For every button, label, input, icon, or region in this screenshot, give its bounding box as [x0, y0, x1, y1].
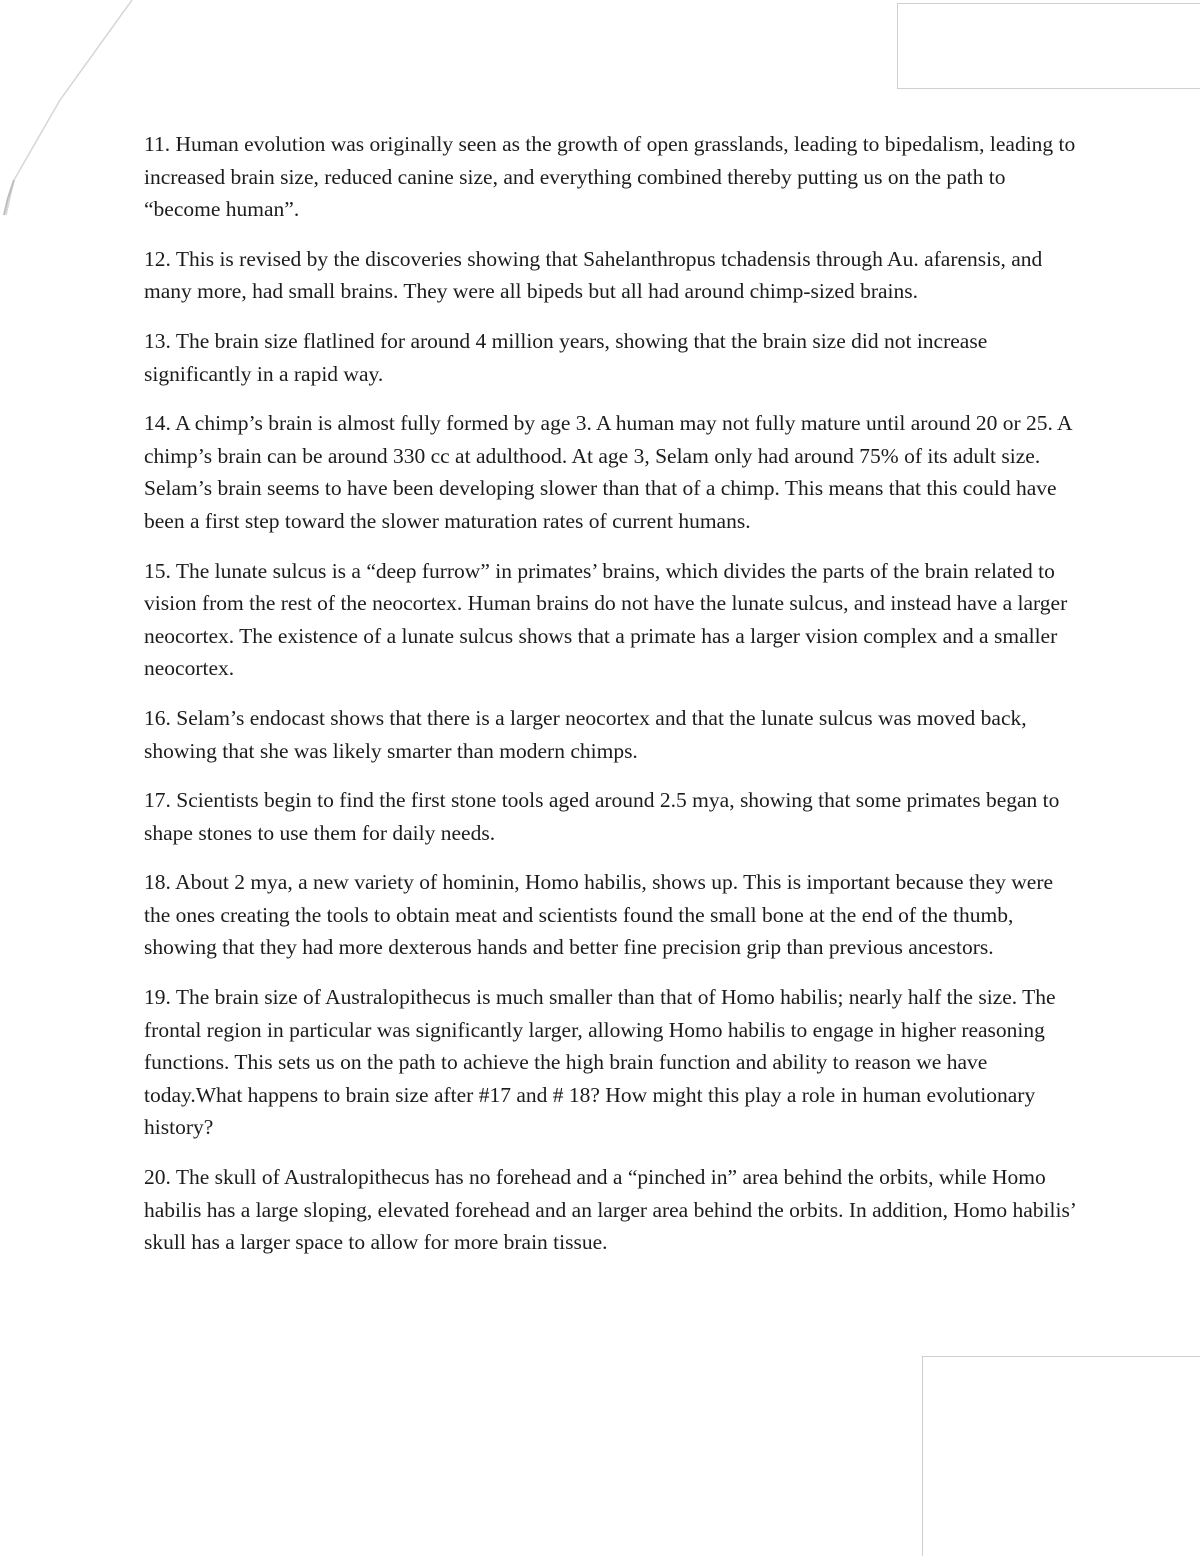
paragraph-15: 15. The lunate sulcus is a “deep furrow” in primates’ brains, which divides the parts of the brain related to vision from the rest of the neocortex. Human brains do not have the lunate sulcus, and instead have a larger neocortex. The existence of a lunate sulcus shows that a primate has a larger vision complex and a smaller neocortex. [144, 558, 1068, 681]
paragraph-14: 14. A chimp’s brain is almost fully formed by age 3. A human may not fully mature until around 20 or 25. A chimp’s brain can be around 330 cc at adulthood. At age 3, Selam only had around 75% of its adult size. Selam’s brain seems to have been developing slower than that of a chimp. This means that this could have been a first step toward the slower maturation rates of current humans. [144, 411, 1072, 533]
paragraph-17: 17. Scientists begin to find the first stone tools aged around 2.5 mya, showing that some primates began to shape stones to use them for daily needs. [144, 788, 1060, 845]
paragraph-19: 19. The brain size of Australopithecus is much smaller than that of Homo habilis; nearly half the size. The frontal region in particular was significantly larger, allowing Homo habilis to engage in higher reasoning functions. This sets us on the path to achieve the high brain function and ability to reason we have today.What happens to brain size after #17 and # 18? How might this play a role in human evolutionary history? [144, 985, 1056, 1140]
paragraph-13: 13. The brain size flatlined for around 4 million years, showing that the brain size did not increase significantly in a rapid way. [144, 328, 988, 386]
paragraph-18: 18. About 2 mya, a new variety of hominin, Homo habilis, shows up. This is important because they were the ones creating the tools to obtain meat and scientists found the small bone at the end of the thumb, showing that they had more dexterous hands and better fine precision grip than previous ancestors. [144, 870, 1054, 960]
scan-margin-box-top [897, 3, 1200, 89]
document-body [144, 128, 1084, 1276]
scan-margin-box-bottom [922, 1356, 1200, 1556]
paragraph-11: 11. Human evolution was originally seen as the growth of open grasslands, leading to bipedalism, leading to increased brain size, reduced canine size, and everything combined thereby putting us on the path to “become human”. [144, 132, 1076, 222]
paragraph-12: 12. This is revised by the discoveries showing that Sahelanthropus tchadensis through Au. afarensis, and many more, had small brains. They were all bipeds but all had around chimp-sized brains. [144, 246, 1043, 304]
paragraph-16: 16. Selam’s endocast shows that there is a larger neocortex and that the lunate sulcus was moved back, showing that she was likely smarter than modern chimps. [144, 705, 1027, 763]
paragraph-20: 20. The skull of Australopithecus has no forehead and a “pinched in” area behind the orbits, while Homo habilis has a large sloping, elevated forehead and an larger area behind the orbits. In addition, Homo habilis’ skull has a larger space to allow for more brain tissue. [144, 1165, 1076, 1255]
scan-edge-line [0, 0, 140, 240]
